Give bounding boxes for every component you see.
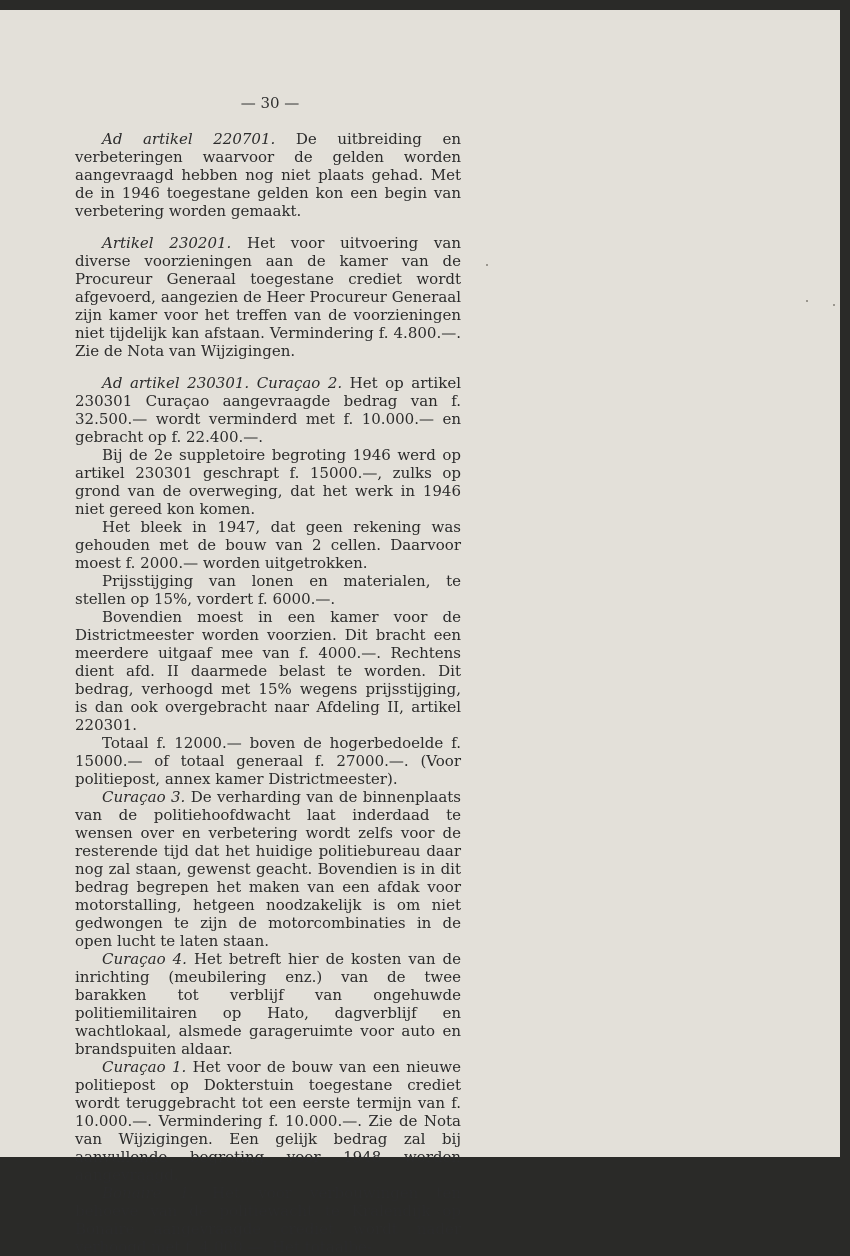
paragraph-curacao-3 <box>75 788 461 950</box>
paragraph-text: Het voor de bouw van een nieuwe politiepost op Dokterstuin toegestane crediet wordt teruggebracht tot een eerste termijn van f. 10.000.—. Vermindering f. 10.000.—. Zie de Nota van Wijzigingen. Een gelijk bedrag zal bij aanvullende begroting voor 1948 worden aangevraagd. <box>75 1058 461 1184</box>
paragraph-districtmeester <box>75 608 461 734</box>
paragraph-label: Curaçao 4. <box>102 950 187 968</box>
paragraph-text: Het op artikel 230301 Curaçao aangevraagde bedrag van f. 32.500.— wordt verminderd met f. 10.000.— en gebracht op f. 22.400.—. <box>75 374 461 446</box>
paper-speck <box>833 304 835 306</box>
paragraph-text: Bovendien moest in een kamer voor de Districtmeester worden voorzien. Dit bracht een meerdere uitgaaf mee van f. 4000.—. Rechtens dient afd. II daarmede belast te worden. Dit bedrag, verhoogd met 15% wegens prijsstijging, is dan ook overgebracht naar Afdeling II, artikel 220301. <box>75 608 461 734</box>
paragraph-230201 <box>75 234 461 360</box>
paragraph-label: Curaçao 1. <box>102 1058 187 1076</box>
paragraph-text: Het voor uitvoering van diverse voorzieningen aan de kamer van de Procureur Generaal toegestane crediet wordt afgevoerd, aangezien de Heer Procureur Generaal zijn kamer voor het treffen van de voorzieningen niet tijdelijk kan afstaan. Vermindering f. 4.800.—. Zie de Nota van Wijzigingen. <box>75 234 461 360</box>
paper-speck <box>486 264 488 266</box>
paper-speck <box>806 300 808 302</box>
paragraph-230301 <box>75 374 461 446</box>
paragraph-220701 <box>75 130 461 220</box>
paragraph-text: Het betreft hier de kosten van de inrichting (meubilering enz.) van de twee barakken tot verblijf van ongehuwde politiemilitairen op Hato, dagverblijf en wachtlokaal, alsmede garageruimte voor auto en brandspuiten aldaar. <box>75 950 461 1058</box>
paragraph-text: Bij de 2e suppletoire begroting 1946 werd op artikel 230301 geschrapt f. 15000.—, zulks op grond van de overweging, dat het werk in 1946 niet gereed kon komen. <box>75 446 461 518</box>
paragraph-label: Curaçao 3. <box>102 788 186 806</box>
paragraph-text: De verharding van de binnenplaats van de politiehoofdwacht laat inderdaad te wensen over en verbetering wordt zelfs voor de resterende tijd dat het huidige politiebureau daar nog zal staan, gewenst geacht. Bovendien is in dit bedrag begrepen het maken van een afdak voor motorstalling, hetgeen noodzakelijk is om niet gedwongen te zijn de motorcombinaties in de open lucht te laten staan. <box>75 788 461 950</box>
paragraph-bonaire-1 <box>75 1184 461 1256</box>
paragraph-label: Bonaire 1. <box>102 1184 194 1202</box>
paragraph-text: Totaal f. 12000.— boven de hogerbedoelde f. 15000.— of totaal generaal f. 27000.—. (Voor politiepost, annex kamer Districtmeester). <box>75 734 461 788</box>
text-column <box>75 130 461 1256</box>
document-page <box>0 10 840 1256</box>
paragraph-curacao-4 <box>75 950 461 1058</box>
paragraph-label: Ad artikel 230301. Curaçao 2. <box>102 374 343 392</box>
page-number: — 30 — <box>240 94 300 112</box>
paragraph-suppletoire <box>75 446 461 518</box>
paragraph-text: De uitbreiding en verbeteringen waarvoor de gelden worden aangevraagd hebben nog niet plaats gehad. Met de in 1946 toegestane gelden kon een begin van verbetering worden gemaakt. <box>75 130 462 220</box>
paragraph-prijsstijging <box>75 572 461 608</box>
paragraph-label: Artikel 230201. <box>102 234 232 252</box>
paragraph-text: Het bleek in 1947, dat geen rekening was gehouden met de bouw van 2 cellen. Daarvoor moest f. 2000.— worden uitgetrokken. <box>75 518 461 572</box>
paragraph-totaal <box>75 734 461 788</box>
paragraph-text: Prijsstijging van lonen en materialen, te stellen op 15%, vordert f. 6000.—. <box>75 572 461 608</box>
paragraph-cellen <box>75 518 461 572</box>
paragraph-curacao-1 <box>75 1058 461 1184</box>
paragraph-label: Ad artikel 220701. <box>102 130 276 148</box>
paragraph-text: Het voor verbouwingen ten behoeve van de politiewacht te Kralendijk op Bonaire aangevraagde crediet wordt nader verhoogd met f. 4.000.—. Het totaalbe- <box>75 1184 461 1256</box>
